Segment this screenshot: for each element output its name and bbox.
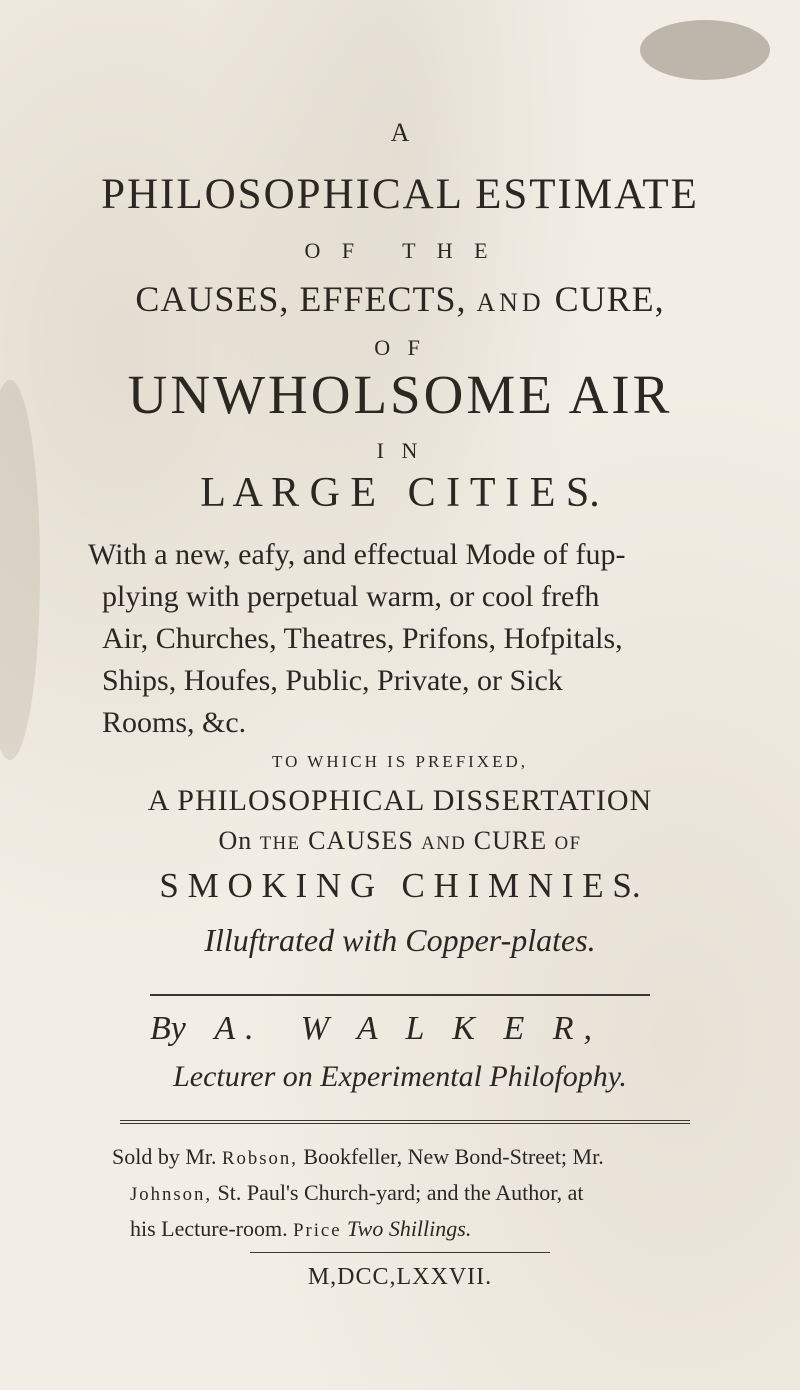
bookseller-text: Bookfeller, New Bond-Street; Mr. <box>303 1144 604 1169</box>
st-pauls-text: St. Paul's Church-yard; and the Author, at <box>217 1180 584 1205</box>
cure-text: CURE, <box>554 279 665 319</box>
title-large-cities: L A R G E C I T I E S. <box>200 470 600 516</box>
by-text: By <box>150 1010 186 1047</box>
price-label: Price <box>293 1220 342 1241</box>
imprint-line-3 <box>112 1212 604 1248</box>
cure-2-text: CURE <box>473 826 548 855</box>
title-of-the: O F T H E <box>304 238 496 263</box>
title-of: O F <box>374 335 426 360</box>
illustrated-with-copper-plates: Illuftrated with Copper-plates. <box>204 922 596 958</box>
price-value: Two Shillings. <box>347 1216 472 1241</box>
causes-effects-text: CAUSES, EFFECTS, <box>135 279 467 319</box>
robson-name: Robson, <box>222 1148 298 1169</box>
imprint-line-2 <box>112 1176 604 1212</box>
title-unwholsome-air: UNWHOLSOME AIR <box>127 364 673 425</box>
on-the-causes-and-cure <box>0 826 800 856</box>
of-2-text: OF <box>554 833 582 854</box>
description-line-5: Rooms, &c. <box>102 706 247 739</box>
philosophical-dissertation: A PHILOSOPHICAL DISSERTATION <box>147 784 653 817</box>
smoking-chimnies: S M O K I N G C H I M N I E S. <box>159 866 641 905</box>
title-in: I N <box>376 438 424 463</box>
lecturer-line: Lecturer on Experimental Philofophy. <box>173 1060 627 1093</box>
title-philosophical-estimate: PHILOSOPHICAL ESTIMATE <box>101 171 699 218</box>
divider-2 <box>120 1120 690 1124</box>
causes-text: CAUSES <box>308 826 414 855</box>
publication-date: M,DCC,LXXVII. <box>307 1264 493 1290</box>
divider-3 <box>250 1252 550 1253</box>
divider-1 <box>150 994 650 996</box>
and-text: AND <box>476 288 545 317</box>
title-a: A <box>390 118 410 147</box>
description-line-4: Ships, Houfes, Public, Private, or Sick <box>102 664 563 697</box>
stain-top-right <box>640 20 770 80</box>
sold-by-text: Sold by Mr. <box>112 1144 217 1169</box>
description-line-3: Air, Churches, Theatres, Prifons, Hofpitals, <box>102 622 623 655</box>
imprint-line-1 <box>112 1140 604 1176</box>
the-text: THE <box>259 833 301 854</box>
description-line-2: plying with perpetual warm, or cool frefh <box>102 580 600 613</box>
by-author <box>150 1010 602 1048</box>
lecture-room-text: his Lecture-room. <box>130 1216 288 1241</box>
description-line-1: With a new, eafy, and effectual Mode of fup- <box>88 538 626 571</box>
on-text: On <box>218 826 253 855</box>
description-paragraph <box>88 534 625 744</box>
to-which-is-prefixed: TO WHICH IS PREFIXED, <box>272 752 528 771</box>
imprint-block <box>112 1140 604 1248</box>
author-name: A. W A L K E R, <box>214 1010 602 1047</box>
and-2-text: AND <box>421 833 467 854</box>
title-causes-effects-cure <box>0 278 800 320</box>
stain-left <box>0 380 40 760</box>
johnson-name: Johnson, <box>130 1184 212 1205</box>
